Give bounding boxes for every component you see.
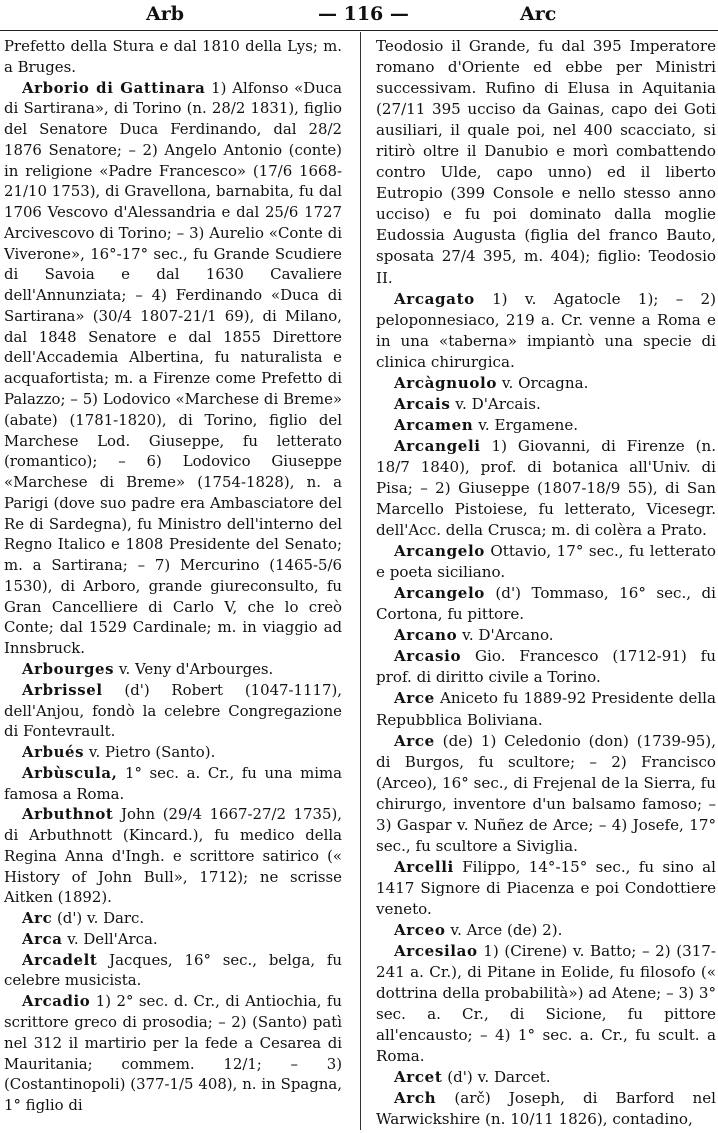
- entry: [376, 394, 716, 415]
- entry-text: Jacques, 16° sec., belga, fu celebre musicista.: [4, 950, 342, 990]
- entry: [4, 659, 342, 680]
- page-header: [0, 0, 718, 31]
- entry-text: v. D'Arcano.: [457, 626, 554, 645]
- entry-text: Ottavio, 17° sec., fu letterato e poeta siciliano.: [376, 542, 716, 582]
- right-column: [376, 36, 716, 1130]
- entry: [4, 78, 342, 659]
- entry-text: v. Dell'Arca.: [62, 929, 158, 948]
- entry: [4, 991, 342, 1116]
- entry: [376, 731, 716, 857]
- entry: [4, 929, 342, 950]
- entry: [4, 742, 342, 763]
- entry: [4, 680, 342, 742]
- entry: [376, 36, 716, 289]
- entry-text: v. Arce (de) 2).: [445, 920, 563, 939]
- entry-headword: Arcelli: [394, 857, 454, 876]
- entry-text: Gio. Francesco (1712-91) fu prof. di diritto civile a Torino.: [376, 647, 716, 687]
- entry-text: v. Veny d'Arbourges.: [114, 659, 274, 678]
- entry-headword: Arce: [394, 689, 435, 708]
- entry-text: (arč) Joseph, di Barford nel Warwickshire (n. 10/11 1826), contadino,: [376, 1089, 716, 1129]
- header-right-guideword: Arc: [520, 3, 557, 25]
- entry: [376, 625, 716, 646]
- left-column: [4, 36, 342, 1116]
- entry-text: v. Ergamene.: [473, 415, 579, 434]
- entry-headword: Arbourges: [22, 659, 115, 678]
- entry-headword: Arch: [394, 1089, 437, 1108]
- entry: [376, 646, 716, 688]
- entry: [376, 373, 716, 394]
- entry-text: Filippo, 14°-15° sec., fu sino al 1417 Signore di Piacenza e poi Condottiere veneto.: [376, 857, 716, 918]
- entry-headword: Arcasio: [394, 647, 462, 666]
- entry-text: (d') v. Darcet.: [442, 1068, 551, 1087]
- entry-text: (d') Tommaso, 16° sec., di Cortona, fu pittore.: [376, 584, 716, 624]
- header-left-guideword: Arb: [146, 3, 185, 25]
- entry-headword: Arcadio: [22, 992, 91, 1011]
- entry-text: 1) Alfonso «Duca di Sartirana», di Torino (n. 28/2 1831), figlio del Senatore Duca Ferdinando, dal 28/2 1876 Senatore; – 2) Angelo Antonio (conte) in religione «Padre Francesco» (17/6 1668-21/10 1753), di Gravellona, barnabita, fu dal 1706 Vescovo d'Alessandria e dal 25/6 1727 Arcivescovo di Torino; – 3) Aurelio «Conte di Viverone», 16°-17° sec., fu Grande Scudiere di Savoia e dal 1630 Cavaliere dell'Annunziata; – 4) Ferdinando «Duca di Sartirana» (30/4 1807-21/1 69), di Milano, dal 1848 Senatore e dal 1855 Direttore dell'Accademia Albertina, fu naturalista e acquafortista; m. a Firenze come Prefetto di Palazzo; – 5) Lodovico «Marchese di Breme» (abate) (1781-1820), di Torino, figlio del Marchese Lod. Giuseppe, fu letterato (romantico); – 6) Lodovico Giuseppe «Marchese di Breme» (1754-1828), n. a Parigi (dove suo padre era Ambasciatore del Re di Sardegna), fu Ministro dell'interno del Regno Italico e 1808 Presidente del Senato; m. a Sartirana; – 7) Mercurino (1465-5/6 1530), di Arboro, grande giureconsulto, fu Gran Cancelliere di Carlo V, che lo creò Conte; dal 1529 Cardinale; m. in viaggio ad Innsbruck.: [4, 78, 343, 658]
- entry-text: v. Orcagna.: [497, 373, 589, 392]
- entry-headword: Arbùscula,: [22, 763, 118, 782]
- entry-text: v. Pietro (Santo).: [84, 743, 216, 762]
- entry-headword: Arcadelt: [22, 950, 98, 969]
- entry-text: 1° sec. a. Cr., fu una mima famosa a Roma.: [4, 763, 342, 803]
- entry: [4, 908, 342, 929]
- entry-headword: Arcamen: [394, 415, 474, 434]
- entry-headword: Arcesilao: [394, 942, 478, 961]
- entry-headword: Arcet: [394, 1068, 443, 1087]
- entry-headword: Arc: [22, 909, 53, 928]
- entry: [376, 920, 716, 941]
- column-divider: [360, 32, 361, 1130]
- entry-headword: Arborio di Gattinara: [22, 78, 206, 97]
- entry-text: 1) v. Agatocle 1); – 2) peloponnesiaco, 219 a. Cr. venne a Roma e in una «taberna» impiantò una specie di clinica chirurgica.: [376, 289, 716, 371]
- entry: [4, 763, 342, 805]
- entry-text: Teodosio il Grande, fu dal 395 Imperatore romano d'Oriente ed ebbe per Ministri successivam. Rufino di Elusa in Aquitania (27/11 395 ucciso da Gainas, capo dei Goti ausiliari, il quale poi, nel 400 scacciato, si ritirò oltre il Danubio e morì combattendo contro Ulde, capo unno) ed il liberto Eutropio (399 Console e nello stesso anno ucciso) e fu poi dominato dalla moglie Eudossia Augusta (figlia del franco Bauto, sposata 27/4 395, m. 404); figlio: Teodosio II.: [376, 37, 716, 287]
- entry-headword: Arbués: [22, 743, 85, 762]
- entry-text: (d') Robert (1047-1117), dell'Anjou, fondò la celebre Congregazione di Fontevrault.: [4, 680, 342, 741]
- entry-headword: Arcano: [394, 626, 458, 645]
- entry: [376, 688, 716, 730]
- entry: [4, 36, 342, 78]
- entry-headword: Arcangeli: [394, 436, 481, 455]
- entry-headword: Arca: [22, 929, 63, 948]
- entry-text: v. D'Arcais.: [450, 394, 541, 413]
- entry-text: John (29/4 1667-27/2 1735), di Arbuthnott (Kincard.), fu medico della Regina Anna d'Ingh. e scrittore satirico (« History of John Bull», 1712); ne scrisse Aitken (1892).: [4, 805, 342, 907]
- entry-text: 1) (Cirene) v. Batto; – 2) (317-241 a. Cr.), di Pitane in Eolide, fu filosofo (« dottrina della probabilità») ad Atene; – 3) 3° sec. a. Cr., di Sicione, fu pittore all'encausto; – 4) 1° sec. a. Cr., fu scult. a Roma.: [376, 942, 716, 1066]
- entry-text: 1) Giovanni, di Firenze (n. 18/7 1840), prof. di botanica all'Univ. di Pisa; – 2) Giuseppe (1807-18/9 55), di San Marcello Pistoiese, fu letterato, Vicesegr. dell'Acc. della Crusca; m. di colèra a Prato.: [376, 436, 716, 540]
- entry: [376, 857, 716, 920]
- entry-headword: Arcais: [394, 394, 451, 413]
- entry-headword: Arceo: [394, 920, 446, 939]
- entry: [4, 804, 342, 908]
- entry: [376, 541, 716, 583]
- entry-headword: Arcàgnuolo: [394, 373, 498, 392]
- entry: [376, 436, 716, 541]
- entry: [376, 941, 716, 1067]
- entry: [376, 583, 716, 625]
- entry-text: Prefetto della Stura e dal 1810 della Lys; m. a Bruges.: [4, 37, 342, 76]
- entry-headword: Arcangelo: [394, 542, 485, 561]
- entry: [4, 950, 342, 992]
- entry-headword: Arbuthnot: [22, 805, 114, 824]
- entry-headword: Arcagato: [394, 289, 475, 308]
- entry: [376, 1067, 716, 1088]
- entry-headword: Arbrissel: [22, 680, 103, 699]
- entry-headword: Arcangelo: [394, 584, 485, 603]
- entry-headword: Arce: [394, 731, 435, 750]
- entry-text: 1) 2° sec. d. Cr., di Antiochia, fu scrittore greco di prosodia; – 2) (Santo) patì nel 312 il martirio per la fede a Cesarea di Mauritania; commem. 12/1; – 3) (Costantinopoli) (377-1/5 408), n. in Spagna, 1° figlio di: [4, 992, 342, 1115]
- page-number: — 116 —: [318, 3, 409, 25]
- entry-text: (d') v. Darc.: [52, 909, 145, 928]
- entry: [376, 289, 716, 373]
- entry-text: Aniceto fu 1889-92 Presidente della Repubblica Boliviana.: [376, 689, 716, 729]
- entry: [376, 1088, 716, 1130]
- entry-text: (de) 1) Celedonio (don) (1739-95), di Burgos, fu scultore; – 2) Francisco (Arceo), 16° sec., di Frejenal de la Sierra, fu chirurgo, inventore d'un balsamo famoso; – 3) Gaspar v. Nuñez de Arce; – 4) Josefe, 17° sec., fu scultore a Siviglia.: [376, 731, 716, 855]
- entry: [376, 415, 716, 436]
